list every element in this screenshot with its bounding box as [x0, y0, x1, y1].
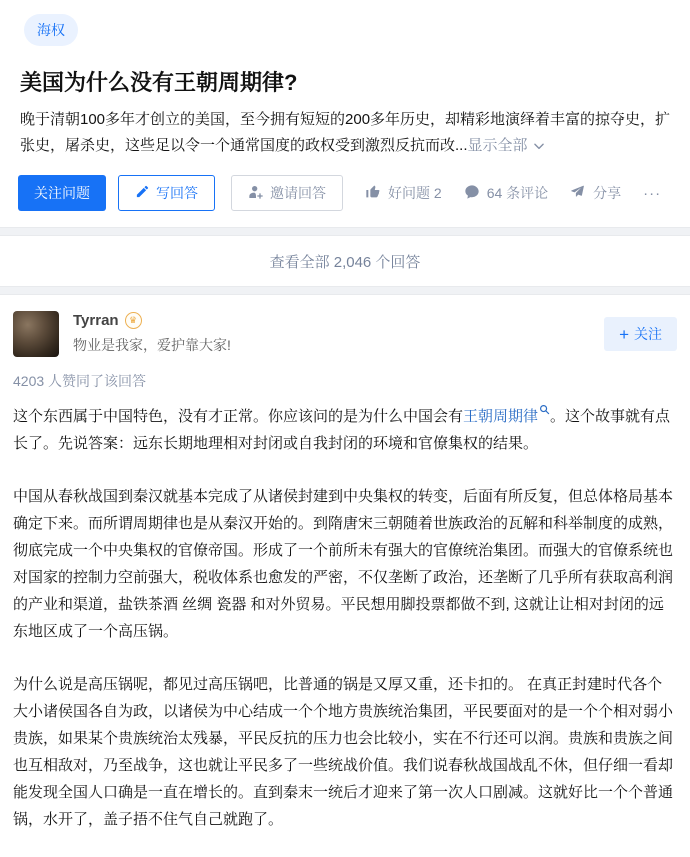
good-question-button[interactable]	[365, 183, 442, 203]
answer-header	[13, 311, 677, 357]
follow-author-button[interactable]	[604, 317, 677, 351]
follow-author-label: 关注	[634, 326, 662, 342]
invite-answer-label: 邀请回答	[270, 185, 326, 201]
answer-p1-pre: 这个东西属于中国特色，没有才正常。你应该问的是为什么中国会有	[13, 408, 464, 425]
author-headline: 物业是我家，爱护靠大家!	[73, 337, 231, 353]
write-answer-button[interactable]	[118, 175, 215, 211]
answer-card	[0, 295, 690, 857]
author-avatar[interactable]	[13, 311, 59, 357]
share-label: 分享	[593, 185, 622, 201]
search-superscript-icon[interactable]	[539, 402, 550, 419]
answer-paragraph: 中国从春秋战国到秦汉就基本完成了从诸侯封建到中央集权的转变，后面有所反复，但总体格局基本确定下来。而所谓周期律也是从秦汉开始的。到隋唐宋三朝随着世族政治的瓦解和科举制度的成熟，彻底完成一个中央集权的官僚帝国。形成了一个前所未有强大的官僚统治集团。而强大的官僚系统也对国家的控制力空前强大，税收体系也愈发的严密，不仅垄断了政治，还垄断了几乎所有获取高利润的产业和渠道，盐铁茶酒 丝绸 瓷器 和对外贸易。平民想用脚投票都做不到, 这就让让相对封闭的远东地区成了一个高压锅。	[13, 488, 674, 640]
question-meta-group	[365, 183, 661, 203]
invite-answer-button[interactable]	[231, 175, 343, 211]
chevron-down-icon	[528, 137, 546, 154]
topic-tag[interactable]: 海权	[24, 14, 78, 46]
answer-p1-post: 。这个故事就有点长了。先说答案：远东长期地理相对封闭或自我封闭的环境和官僚集权的结果。	[13, 408, 671, 452]
section-divider	[0, 227, 690, 236]
author-name[interactable]: Tyrran	[73, 312, 119, 329]
person-add-icon	[248, 184, 270, 203]
answer-body	[13, 403, 677, 833]
question-excerpt	[20, 107, 674, 159]
write-answer-label: 写回答	[156, 185, 198, 201]
question-action-bar	[18, 175, 674, 211]
show-all-toggle[interactable]	[468, 137, 546, 154]
question-title: 美国为什么没有王朝周期律?	[20, 70, 298, 95]
question-excerpt-text: 晚于清朝100多年才创立的美国，至今拥有短短的200多年历史，却精彩地演绎着丰富的掠夺史，扩张史，屠杀史，这些足以令一个通常国度的政权受到激烈反抗而改...	[20, 111, 671, 154]
answer-paragraph	[13, 403, 677, 457]
section-divider	[0, 286, 690, 295]
good-question-label: 好问题 2	[388, 185, 442, 201]
comment-bubble-icon	[464, 184, 487, 203]
excellent-answerer-badge-icon: ♛	[125, 312, 142, 329]
share-button[interactable]	[570, 183, 621, 203]
comments-button[interactable]	[464, 183, 548, 203]
pencil-icon	[135, 184, 156, 202]
author-info	[73, 311, 231, 355]
follow-question-button[interactable]: 关注问题	[18, 175, 106, 211]
upvote-count-line: 4203 人赞同了该回答	[13, 373, 147, 389]
plus-icon: +	[619, 324, 629, 344]
more-options-button[interactable]: ···	[643, 184, 662, 202]
view-all-answers-link[interactable]: 查看全部 2,046 个回答	[0, 236, 690, 286]
answer-paragraph: 为什么说是高压锅呢，都见过高压锅吧，比普通的锅是又厚又重，还卡扣的。 在真正封建时代各个大小诸侯国各自为政，以诸侯为中心结成一个个地方贵族统治集团，平民要面对的是一个个相对弱小贵族，如果某个贵族统治太残暴，平民反抗的压力也会比较小，实在不行还可以润。贵族和贵族之间也互相敌对，乃至战争，这也就让平民多了一些统战价值。我们说春秋战国战乱不休，但仔细一看却能发现全国人口确是一直在增长的。直到秦末一统后才迎来了第一次人口剧减。这就好比一个个普通锅，水开了，盖子捂不住气自己就跑了。	[13, 676, 674, 828]
show-all-label: 显示全部	[467, 137, 528, 154]
question-card	[0, 0, 690, 227]
thumb-up-icon	[365, 184, 388, 203]
share-plane-icon	[570, 184, 593, 203]
dynasty-cycle-link[interactable]: 王朝周期律	[463, 408, 539, 425]
comments-label: 64 条评论	[486, 185, 549, 201]
